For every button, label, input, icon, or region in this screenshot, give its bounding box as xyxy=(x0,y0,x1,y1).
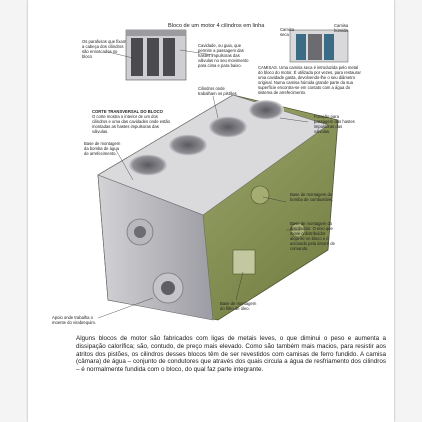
engine-block-figure xyxy=(28,0,394,332)
cross-section-inset xyxy=(126,30,186,80)
section-text: O corte mostra o interior de um dos cilindros e uma das cavidades onde estão montadas as hastes impulsoras das válvulas. xyxy=(92,113,170,134)
book-page xyxy=(28,0,394,422)
figure-title: Bloco de um motor 4 cilindros em linha xyxy=(168,23,265,29)
label-liners-note: CAMISAS. Uma camisa seca é introduzida pelo metal do bloco do motor. É utilizada por vezes, para restaurar uma cavidade gasta, devolvendo-lhe o seu diâmetro original. Numa camisa húmida grande parte da sua superfície encontra-se em contato com a água do sistema de arrefecimento. xyxy=(258,65,361,95)
section-heading: CORTE TRANSVERSAL DO BLOCO xyxy=(92,109,163,114)
label-distributor-base: Base de montagem do distribuidor. O eixo que move o distribuidor aloja-se no bloco e é acionado pela árvore de comando. xyxy=(290,221,335,251)
label-wet-liner: Camisa húmida xyxy=(334,23,349,33)
label-dry-liner: Camisa seca xyxy=(280,27,295,37)
label-fuel-pump-base: Base de montagem da bomba de combustível. xyxy=(290,192,334,202)
label-cylinders: Cilindros onde trabalham os pistões xyxy=(198,86,237,96)
label-oil-filter-base: Base de montagem do filtro de óleo. xyxy=(220,301,257,311)
label-section xyxy=(92,110,172,135)
body-text: Alguns blocos de motor são fabricados com ligas de metais leves, o que diminui o peso e aumenta a dissipação calorífica; são, contudo, de preço mais elevado. Como são também mais macios, para resistir aos atritos dos pistões, os cilindros desses blocos têm de ser revestidos com camisas de ferro fundido. A camisa (câmara) de água – conjunto de condutores que através dos quais circula a água de resfriamento dos cilindros – é normalmente fundida com o bloco, do qual faz parte integrante. xyxy=(76,335,386,374)
label-cavities: Cavidade, ou guia, que permite a passagem das hastes impulsoras das válvulas no seu movimento para cima e para baixo. xyxy=(198,43,249,68)
label-bolts: Os parafusos que fixam a cabeça dos cilindros são enroscados no bloco xyxy=(82,39,127,59)
label-water-pump-base: Base de montagem da bomba de água de arrefecimento. xyxy=(84,141,121,156)
label-crank-support: Apoio onde trabalha o moente do virabrequim. xyxy=(52,315,96,325)
label-pushrod-holes: Furação para passagem das hastes impulsoras das válvulas. xyxy=(314,114,355,134)
